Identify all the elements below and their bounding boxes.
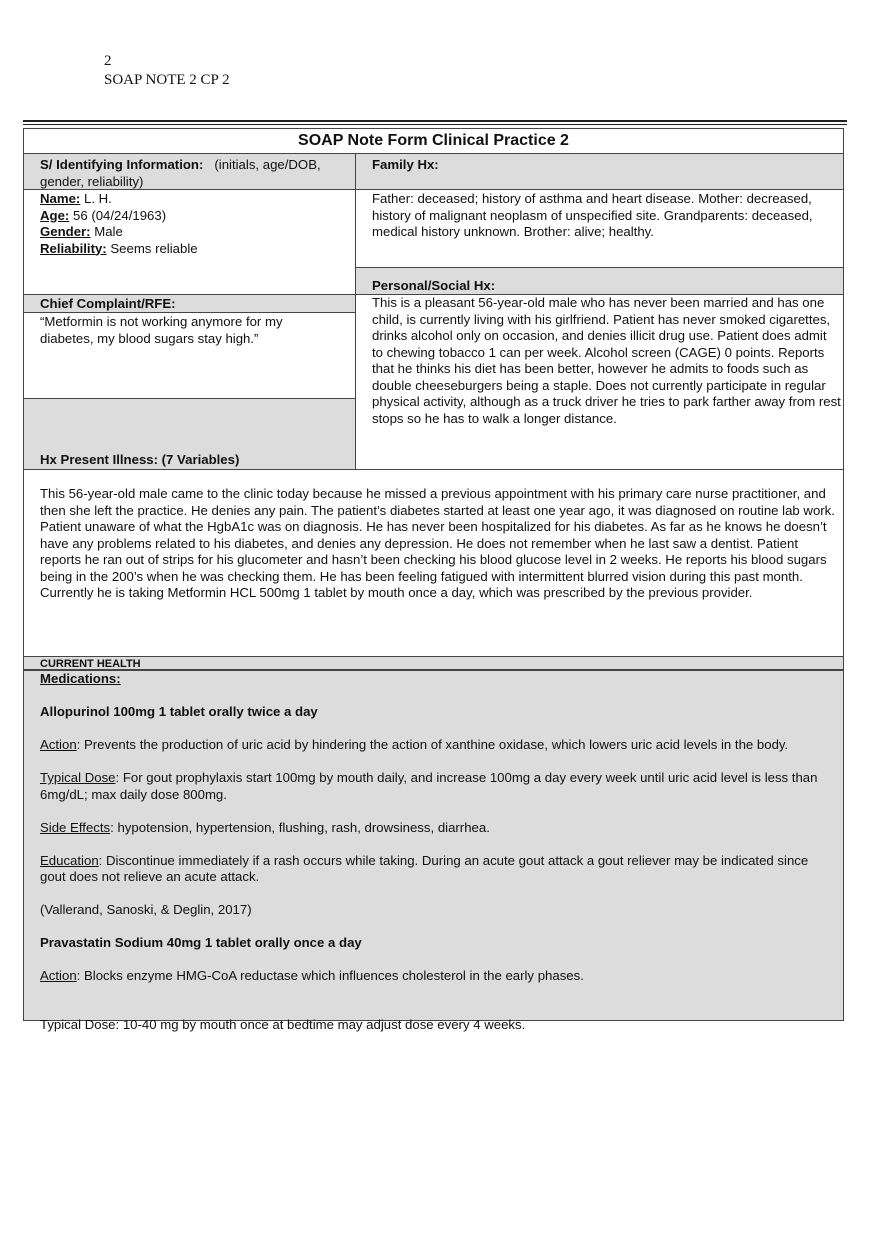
identifying-info <box>24 189 355 294</box>
med1-action-label: Action <box>40 737 77 752</box>
age-value: 56 (04/24/1963) <box>72 207 167 223</box>
page-number: 2 <box>104 53 112 69</box>
reliability-label: Reliability: <box>40 240 107 256</box>
name-value: L. H. <box>83 191 112 206</box>
hpi-label: Hx Present Illness: (7 Variables) <box>40 452 240 467</box>
hpi-text: This 56-year-old male came to the clinic today because he missed a previous appointment with his primary care nurse practitioner, and then she left the practice. He denies any pain. The patient’s diabetes started at least one year ago, it was diagnosed on routine lab work. Patient unaware of what the HgbA1c was on diagnosis. He has never been hospitalized for his diabetes. As far as he knows he doesn’t have any problems related to his diabetes, and denies any depression. He does not remember when he last saw a dentist. Patient reports he ran out of strips for his glucometer and hasn’t been checking his blood glucose level in 2 weeks. He reports his blood sugars being in the 200’s when he was checking them. He has been feeling fatigued with intermittent blurred vision during this past month. Currently he is taking Metformin HCL 500mg 1 tablet by mouth once a day, which was prescribed by the previous provider. <box>24 469 843 656</box>
med1-education <box>40 853 833 886</box>
header-rule-2 <box>23 124 847 125</box>
running-head: SOAP NOTE 2 CP 2 <box>104 72 230 88</box>
med1-dose-text: : For gout prophylaxis start 100mg by mouth daily, and increase 100mg a day every week until uric acid level is less than 6mg/dL; max daily dose 800mg. <box>40 770 818 802</box>
personal-text: This is a pleasant 56-year-old male who has never been married and has one child, is currently living with his girlfriend. Patient has never smoked cigarettes, drinks alcohol only on occasion, and denies illicit drug use. Patient does admit to chewing tobacco 1 can per week. Alcohol screen (CAGE) 0 points. Reports that he thinks his diet has been better, however he admits to foods such as double cheeseburgers being a staple. Does not currently participate in regular physical activity, although as a truck driver he tries to park farther away from rest stops so he has to walk a longer distance. <box>355 294 843 469</box>
chief-complaint-label: Chief Complaint/RFE: <box>40 296 176 311</box>
identifying-hint: (initials, age/DOB, gender, reliability) <box>40 157 321 189</box>
med1-dose-label: Typical Dose <box>40 770 116 785</box>
name-label: Name: <box>40 191 81 206</box>
med2-name: Pravastatin Sodium 40mg 1 tablet orally once a day <box>40 935 362 950</box>
personal-header <box>355 267 843 294</box>
gender-value: Male <box>94 224 123 239</box>
hpi-header <box>24 398 355 469</box>
med2-action-label: Action <box>40 968 77 983</box>
med1-side-label: Side Effects <box>40 819 111 835</box>
current-health-header <box>24 656 843 671</box>
med2-action <box>40 968 833 985</box>
med2-dose: Typical Dose: 10-40 mg by mouth once at bedtime may adjust dose every 4 weeks. <box>40 1017 526 1032</box>
form-title: SOAP Note Form Clinical Practice 2 <box>298 132 569 149</box>
med1-edu-text: : Discontinue immediately if a rash occurs while taking. During an acute gout attack a gout reliever may be indicated since gout does not relieve an acute attack. <box>40 852 809 884</box>
header-rule <box>23 120 847 122</box>
med1-citation: (Vallerand, Sanoski, & Deglin, 2017) <box>40 902 252 917</box>
age-label: Age: <box>40 207 70 223</box>
med1-name: Allopurinol 100mg 1 tablet orally twice a day <box>40 704 318 719</box>
soap-form-table <box>23 128 844 1021</box>
identifying-header <box>24 153 355 189</box>
family-header <box>355 153 843 189</box>
chief-complaint-text: “Metformin is not working anymore for my diabetes, my blood sugars stay high.” <box>40 314 283 346</box>
med1-side-effects <box>40 820 833 837</box>
medications-section <box>24 671 843 1020</box>
current-health-label: CURRENT HEALTH <box>40 658 141 670</box>
personal-label: Personal/Social Hx: <box>372 278 496 293</box>
reliability-value: Seems reliable <box>110 240 198 256</box>
med1-edu-label: Education <box>40 852 99 868</box>
med1-action-text: : Prevents the production of uric acid by hindering the action of xanthine oxidase, which lowers uric acid levels in the body. <box>76 737 789 752</box>
gender-label: Gender: <box>40 224 91 239</box>
med1-side-text: : hypotension, hypertension, flushing, rash, drowsiness, diarrhea. <box>110 819 490 835</box>
chief-complaint-header <box>24 294 355 313</box>
med2-action-text: : Blocks enzyme HMG-CoA reductase which influences cholesterol in the early phases. <box>76 968 584 983</box>
medications-label: Medications: <box>40 671 121 686</box>
med1-dose <box>40 770 833 803</box>
identifying-label: S/ Identifying Information: <box>40 157 204 172</box>
med1-action <box>40 737 833 754</box>
family-label: Family Hx: <box>372 157 439 172</box>
family-text: Father: deceased; history of asthma and heart disease. Mother: decreased, history of malignant neoplasm of unspecified site. Grandparents: deceased, medical history unknown. Brother: alive; healthy. <box>355 189 843 267</box>
